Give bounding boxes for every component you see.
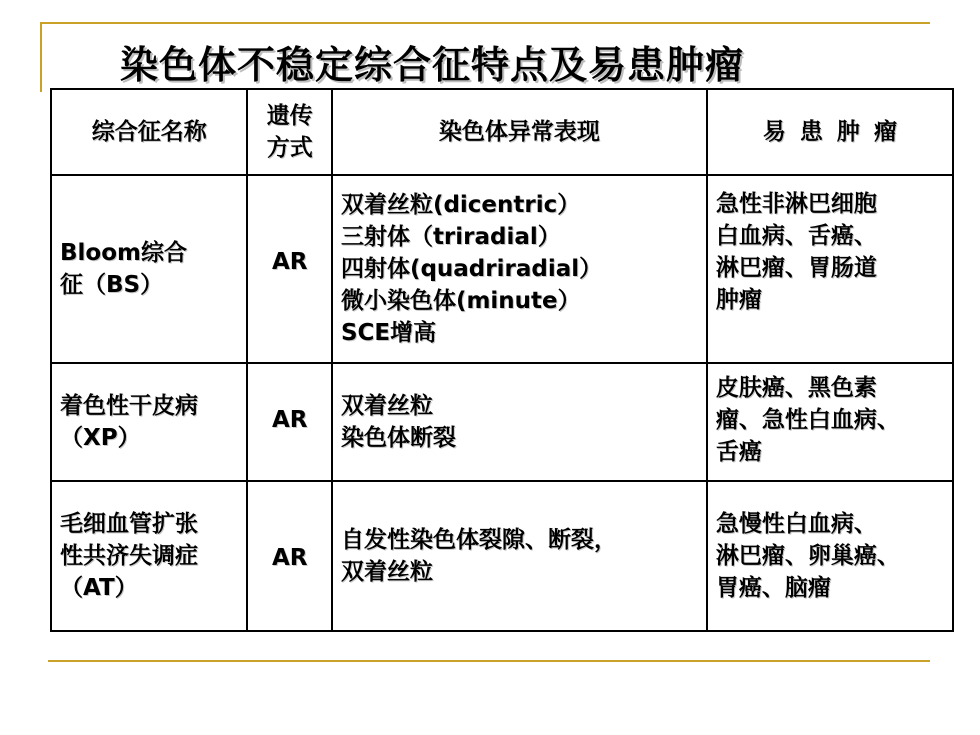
tumor-line: 皮肤癌、黑色素 bbox=[715, 375, 877, 401]
tumor-line: 白血病、舌癌、 bbox=[715, 223, 877, 249]
tumor-line: 胃癌、脑瘤 bbox=[715, 575, 831, 601]
table-header-row bbox=[51, 89, 953, 175]
tumor-line: 舌癌 bbox=[715, 439, 762, 465]
header-inheritance-line: 方式 bbox=[266, 135, 313, 161]
inheritance-cell: AR bbox=[247, 481, 331, 631]
tumor-cell bbox=[707, 481, 953, 631]
header-abnormality: 染色体异常表现 bbox=[332, 89, 707, 175]
header-syndrome-name: 综合征名称 bbox=[51, 89, 247, 175]
abnormality-cell bbox=[332, 481, 707, 631]
syndrome-name-line: 性共济失调症 bbox=[60, 543, 198, 569]
tumor-line: 急慢性白血病、 bbox=[715, 511, 877, 537]
syndrome-name-line: Bloom综合 bbox=[60, 240, 187, 266]
abnormality-line: 双着丝粒 bbox=[340, 559, 433, 585]
syndrome-name-cell bbox=[51, 363, 247, 481]
tumor-cell bbox=[707, 175, 953, 363]
syndrome-name-line: 着色性干皮病 bbox=[60, 393, 198, 419]
syndrome-name-cell bbox=[51, 175, 247, 363]
tumor-line: 瘤、急性白血病、 bbox=[715, 407, 900, 433]
syndrome-name-line: 征（BS） bbox=[60, 272, 164, 298]
syndrome-name-line: （AT） bbox=[60, 575, 138, 601]
bottom-decor-line bbox=[48, 660, 930, 662]
syndrome-name-line: 毛细血管扩张 bbox=[60, 511, 198, 537]
abnormality-line: 自发性染色体裂隙、断裂， bbox=[340, 527, 617, 553]
top-decor-line bbox=[40, 22, 930, 24]
slide-title: 染色体不稳定综合征特点及易患肿瘤 bbox=[120, 43, 745, 87]
abnormality-line: SCE增高 bbox=[340, 320, 437, 346]
header-inheritance-line: 遗传 bbox=[266, 103, 313, 129]
inheritance-cell: AR bbox=[247, 175, 331, 363]
abnormality-cell bbox=[332, 363, 707, 481]
inheritance-cell: AR bbox=[247, 363, 331, 481]
tumor-line: 淋巴瘤、胃肠道 bbox=[715, 255, 877, 281]
syndrome-name-cell bbox=[51, 481, 247, 631]
table-row bbox=[51, 175, 953, 363]
syndrome-name-line: （XP） bbox=[60, 425, 141, 451]
abnormality-cell bbox=[332, 175, 707, 363]
abnormality-line: 染色体断裂 bbox=[340, 425, 456, 451]
syndrome-table bbox=[50, 88, 954, 632]
tumor-line: 淋巴瘤、卵巢癌、 bbox=[715, 543, 900, 569]
abnormality-line: 三射体（triradial） bbox=[340, 224, 561, 250]
tumor-cell bbox=[707, 363, 953, 481]
abnormality-line: 四射体(quadriradial） bbox=[340, 256, 603, 282]
header-tumors: 易 患 肿 瘤 bbox=[707, 89, 953, 175]
table-row bbox=[51, 363, 953, 481]
left-decor-line bbox=[40, 22, 42, 92]
abnormality-line: 微小染色体(minute） bbox=[340, 288, 581, 314]
tumor-line: 肿瘤 bbox=[715, 287, 762, 313]
tumor-line: 急性非淋巴细胞 bbox=[715, 191, 877, 217]
header-inheritance bbox=[247, 89, 331, 175]
abnormality-line: 双着丝粒 bbox=[340, 393, 433, 419]
abnormality-line: 双着丝粒(dicentric） bbox=[340, 192, 581, 218]
table-row bbox=[51, 481, 953, 631]
